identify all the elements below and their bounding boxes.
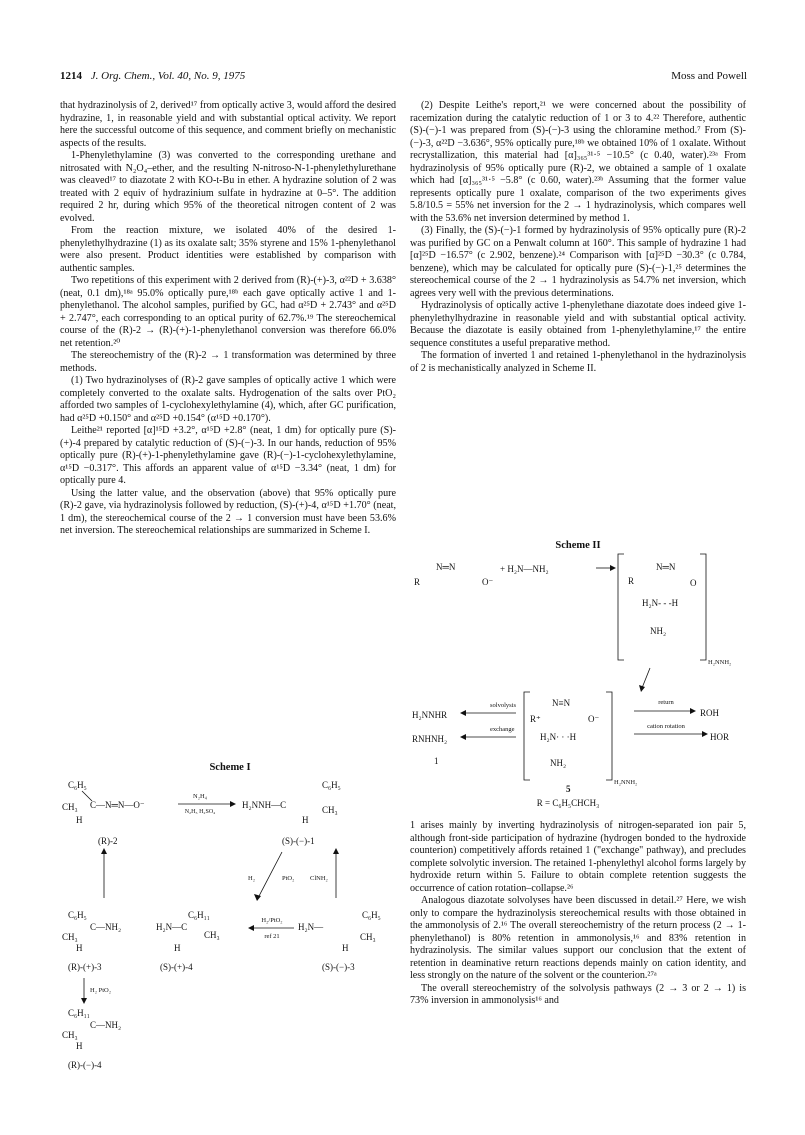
s2-nn-bracket: N═N [656,562,676,572]
left-paragraph-2: 1-Phenylethylamine (3) was converted to the corresponding urethane and nitrosated with N₂O₄–ether, and the resulting N-nitroso-N-1-phenylethylurethane was cleaved¹⁷ to diazotate 2 with KO-t-Bu in ether. A hydrazine solution of 2 was treated with 2 equiv of hydrazinium sulfate in hydrazine at 0–5°. The addition required 2 hr, during which 95% of the theoretical nitrogen content of 2 was evolved. [60,150,396,224]
right-paragraph-1: (2) Despite Leithe's report,²¹ we were concerned about the possibility of racemization during the catalytic reduction of 1 or 3 to 4.²² Therefore, authentic (S)-(−)-1 was prepared from (S)-(−)-3 using the chloramine method.⁷ From (S)-(−)-3, α²²D −3.636°, 95% optically pure,¹⁸ᵇ we obtained 10% of 1 oxalate. Without recrystallization, this material had [α]₃₆₅³¹·⁵ −10.5° (c 0.40, water).²³ᵃ From hydrazinolysis of 95% optically pure (R)-2, we obtained a sample of 1 oxalate which had [α]₃₆₅³¹·⁵ −5.8° (c 0.60, water).²³ᵇ Assuming that the former value represents optically pure 1 oxalate, comparison of the two experiments gives 5.8/10.5 = 55% net inversion for the 2 → 1 hydrazinolysis, which compares well with the 53.6% net inversion determined by method 1. [410,100,746,224]
reagent-ref21: ref 21 [264,933,280,940]
running-header [60,70,747,86]
r3-ch3: CH₃ [62,932,78,942]
scheme-1-diagram [60,758,400,1098]
reagent-h2-left: H₂ [248,875,255,882]
s4-group: H₂N—C [156,922,188,932]
s2-nn-left: N═N [436,562,456,572]
s2-hor: HOR [710,732,730,742]
s2-arrowhead-rotation [702,731,708,737]
s1-c6h5: C₆H₅ [322,780,341,790]
reagent-pto2-left: PtO₂ [282,875,295,882]
reagent-n2h4: N₂H₄ [193,793,207,800]
r2-diazotate: C—N═N—O⁻ [90,800,145,810]
s2-bracket-1-left [618,554,624,660]
s2-arrowhead-solvolysis [460,710,466,716]
right-paragraph-5: 1 arises mainly by inverting hydrazinolysis of nitrogen-separated ion pair 5, although front-side participation of hydrazine (hydrogen bonded to the hydroxide counterion) competitively affords retained 1 ("exchange" pathway), and precludes complete solvolytic inversion. The retained 1-phenylethyl alcohol forms largely by hydroxide return within 5. Failure to obtain complete retention suggests the occurrence of cation rotation–collapse.²⁶ [410,820,746,894]
arrowhead-3-to-4 [81,998,87,1004]
s2-bracket-2-right [606,692,612,780]
s2-rnhnh2: RNHNH₂ [412,734,448,744]
s2-plus-hydrazine: + H₂N—NH₂ [500,564,549,574]
s2-o-minus-2: O⁻ [588,714,600,724]
r4-h: H [76,1041,83,1051]
s2-o-minus-left: O⁻ [482,577,494,587]
right-paragraph-4: The formation of inverted 1 and retained 1-phenylethanol in the hydrazinolysis of 2 is mechanistically analyzed in Scheme II. [410,350,746,374]
s4-h: H [174,943,181,953]
left-paragraph-3: From the reaction mixture, we isolated 40% of the desired 1-phenylethylhydrazine (1) as its oxalate salt; 35% styrene and 15% 1-phenylethanol were also present. Product identities were established by comparison with authentic samples. [60,225,396,274]
r4-ch3: CH₃ [62,1030,78,1040]
s2-h2nnhr: H₂NNHR [412,710,448,720]
label-s4: (S)-(+)-4 [160,962,193,972]
arrowhead-3-to-2 [101,848,107,854]
s2-o-bracket: O [690,578,697,588]
page-number: 1214 [60,70,82,82]
header-left [60,70,245,82]
s2-arrowhead-1 [610,565,616,571]
s2-cation-rotation-label: cation rotation [647,723,685,730]
s2-nh2-bracket: NH₂ [650,626,667,636]
arrowhead-hydrazinolysis [230,801,236,807]
left-paragraph-7: Leithe²¹ reported [α]¹⁵D +3.2°, α¹⁵D +2.8° (neat, 1 dm) for optically pure (S)-(+)-4 prepared by catalytic reduction of (S)-(−)-3. In our hands, reduction of 95% optically pure (R)-(+)-1-phenylethylamine gave (R)-(−)-1-cyclohexylethylamine, α¹⁵D −0.317°. This affords an apparent value of α¹⁵D −3.34° (neat, 1 dm) for optically pure 4. [60,425,396,486]
s2-arrowhead-exchange [460,734,466,740]
journal-citation: J. Org. Chem., Vol. 40, No. 9, 1975 [90,70,246,82]
header-authors: Moss and Powell [671,70,747,82]
left-paragraph-1: that hydrazinolysis of 2, derived¹⁷ from optically active 3, would afford the desired hydrazine, 1, in reasonable yield and with substantial optical activity. We report here the successful outcome of this sequence, and comment briefly on mechanistic aspects of the results. [60,100,396,149]
s3-group: H₂N— [298,922,324,932]
reagent-n2h5: N₂H₅ H₂SO₄ [184,809,216,815]
s3-ch3: CH₃ [360,932,376,942]
arrowhead-ref21 [248,925,254,931]
scheme-1-title: Scheme I [209,762,251,773]
s2-nh2-2: NH₂ [550,758,567,768]
label-r4: (R)-(−)-4 [68,1060,102,1070]
s4-ch3: CH₃ [204,930,220,940]
label-r2: (R)-2 [98,836,118,846]
r2-h: H [76,815,83,825]
s2-bracket-2-left [524,692,530,780]
right-column-lower [410,820,746,1008]
scheme-2-title: Scheme II [555,540,601,551]
s2-r-bracket: R [628,576,635,586]
r3-group: C—NH₂ [90,922,122,932]
s2-r-definition: R = C₆H₅CHCH₃ [536,798,600,808]
s2-bracket-1-right [700,554,706,660]
s2-compound-1: 1 [434,756,439,766]
s1-ch3: CH₃ [322,805,338,815]
s2-h2nh-bracket: H₂N- - -H [642,598,679,608]
s2-exchange-label: exchange [490,726,515,733]
s2-return-label: return [658,699,674,706]
s2-solvolysis-label: solvolysis [490,702,517,709]
reagent-h2pto2: H₂/PtO₂ [261,917,283,924]
arrow-1-to-4 [258,852,282,898]
s2-h2nnh2-sub: H₂NNH₂ [708,659,732,666]
right-paragraph-3: Hydrazinolysis of optically active 1-phenylethane diazotate does indeed give 1-phenylethylhydrazine in reasonable yield and with substantial optical activity. Because the diazotate is easily obtained from 1-phenylethylamine,¹⁷ the entire sequence constitutes a useful preparative method. [410,300,746,349]
s2-arrow-down [642,668,650,688]
s2-arrowhead-down [639,685,645,692]
r3-c6h5: C₆H₅ [68,910,87,920]
right-column [410,100,746,375]
r2-c6h5: C₆H₅ [68,780,87,790]
left-paragraph-5: The stereochemistry of the (R)-2 → 1 transformation was determined by three methods. [60,350,396,374]
r2-ch3: CH₃ [62,802,78,812]
reagent-h2-pto2-down: H₂ PtO₂ [90,987,111,994]
s2-roh: ROH [700,708,720,718]
s4-c6h11: C₆H₁₁ [188,910,210,920]
left-paragraph-6: (1) Two hydrazinolyses of (R)-2 gave samples of optically active 1 which were completely converted to the oxalate salts. Hydrogenation of the salts over PtO₂ afforded two samples of 1-cyclohexylethylamine (4), which, after GC purification, had α²⁵D +0.150° and α²⁵D +0.154° (α¹⁵D +0.170°). [60,375,396,424]
reagent-clnh2: ClNH₂ [310,875,328,882]
left-paragraph-4: Two repetitions of this experiment with 2 derived from (R)-(+)-3, α²²D + 3.638° (neat, 0.1 dm),¹⁸ᵃ 95.0% optically pure,¹⁸ᵇ each gave optically active 1 and 1-phenylethanol. The alcohol samples, purified by GC, had α²⁵D + 2.743° and α²⁵D + 2.747°, each corresponding to an optical purity of 62.7%.¹⁹ The stereochemical course of the (R)-2 → (R)-(+)-1-phenylethanol conversion was therefore 66.0% net retention.²⁰ [60,275,396,349]
s2-r-left: R [414,577,421,587]
scheme-2-diagram [410,530,746,812]
s1-group: H₂NNH—C [242,800,287,810]
label-s1: (S)-(−)-1 [282,836,315,846]
right-paragraph-7: The overall stereochemistry of the solvolysis pathways (2 → 3 or 2 → 1) is 73% inversion in ammonolysis¹⁶ and [410,982,746,1006]
s3-c6h5: C₆H₅ [362,910,381,920]
s1-h: H [302,815,309,825]
right-paragraph-6: Analogous diazotate solvolyses have been discussed in detail.²⁷ Here, we wish only to compare the hydrazinolysis stereochemical results with those obtained in the ammonolysis of 2.¹⁶ The overall stereochemistry of the return process (2 → 1-phenylethanol) is 80% retention in ammonolysis,¹⁶ and 83% retention in hydrazinolysis. The similar values support our conclusion that the extent of retention in deaminative return reactions depends mainly on cation identity, and less strongly on the nature of the solvent or the counterion.²⁷ᵃ [410,895,746,981]
label-r3: (R)-(+)-3 [68,962,102,972]
arrowhead-3-to-1 [333,848,339,854]
r4-group: C—NH₂ [90,1020,122,1030]
r4-c6h11: C₆H₁₁ [68,1008,90,1018]
s2-h2n-dots-h: H₂N· · ·H [540,732,577,742]
left-paragraph-8: Using the latter value, and the observation (above) that 95% optically pure (R)-2 gave, via hydrazinolysis followed by reduction, (S)-(+)-4, α¹⁵D +1.70° (neat, 1 dm), the stereochemical course of the 2 → 1 conversion must have been 53.6% net inversion. The stereochemical relationships are summarized in Scheme I. [60,487,396,536]
label-s3: (S)-(−)-3 [322,962,355,972]
r3-h: H [76,943,83,953]
s2-arrowhead-return [690,708,696,714]
left-column [60,100,396,538]
s2-r-plus: R⁺ [530,714,541,724]
s3-h: H [342,943,349,953]
s2-h2nnh2-sub-2: H₂NNH₂ [614,779,638,786]
s2-compound-5: 5 [566,784,571,794]
right-paragraph-2: (3) Finally, the (S)-(−)-1 formed by hydrazinolysis of 95% optically pure (R)-2 was purified by GC on a Penwalt column at 160°. This sample of hydrazine 1 had [α]²⁵D −16.57° (c 2.902, benzene).²⁴ Comparison with [α]²⁵D −30.3° (c 0.784, benzene), which may be calculated for optically pure (S)-(−)-1,²⁵ determines the stereochemical course of the 2 → 1 hydrazinolysis as 54.7% net inversion, which agrees very well with the previous determinations. [410,225,746,299]
s2-triple-n: N≡N [552,698,571,708]
